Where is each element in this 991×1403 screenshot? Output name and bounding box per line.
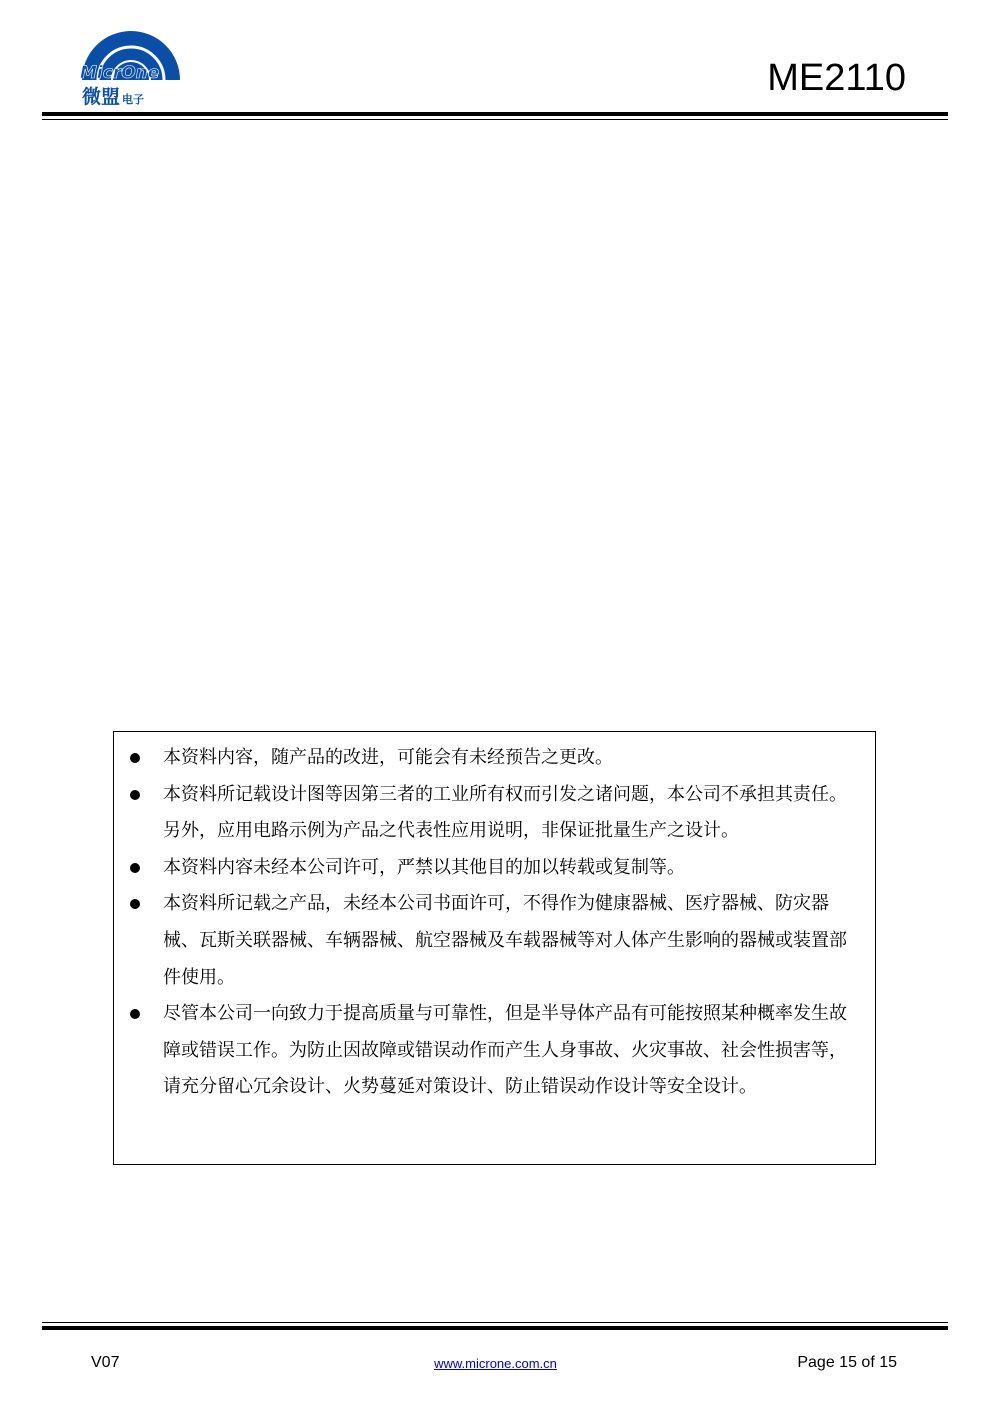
header-rule-thick	[42, 112, 948, 116]
bullet-icon	[130, 1009, 140, 1019]
footer-rule-thick	[42, 1326, 948, 1330]
disclaimer-text: 本资料内容未经本公司许可，严禁以其他目的加以转载或复制等。	[163, 856, 685, 878]
logo-chinese-name	[82, 82, 144, 109]
bullet-icon	[130, 863, 140, 873]
company-logo	[76, 22, 186, 110]
logo-cn-main: 微盟	[82, 86, 121, 108]
header-rule-thin	[42, 119, 948, 120]
disclaimer-item	[126, 996, 863, 1106]
disclaimer-item	[126, 850, 863, 887]
footer-page-number: Page 15 of 15	[797, 1354, 897, 1371]
disclaimer-text: 尽管本公司一向致力于提高质量与可靠性，但是半导体产品有可能按照某种概率发生故障或错误工作。为防止因故障或错误动作而产生人身事故、火灾事故、社会性损害等，请充分留心冗余设计、火势蔓延对策设计、防止错误动作设计等安全设计。	[163, 1003, 847, 1098]
disclaimer-text: 本资料内容，随产品的改进，可能会有未经预告之更改。	[163, 747, 613, 768]
bullet-icon	[130, 753, 140, 763]
footer-website-link[interactable]: www.microne.com.cn	[434, 1356, 557, 1371]
footer-rule-thin	[42, 1322, 948, 1323]
disclaimer-list	[126, 740, 863, 1106]
disclaimer-text: 本资料所记载设计图等因第三者的工业所有权而引发之诸问题，本公司不承担其责任。另外，应用电路示例为产品之代表性应用说明，非保证批量生产之设计。	[163, 783, 847, 842]
logo-wordmark: MicrOne	[80, 63, 160, 83]
logo-cn-sub: 电子	[122, 93, 145, 106]
disclaimer-item	[126, 886, 863, 996]
disclaimer-item	[126, 777, 863, 850]
disclaimer-text: 本资料所记载之产品，未经本公司书面许可，不得作为健康器械、医疗器械、防灾器械、瓦斯关联器械、车辆器械、航空器械及车载器械等对人体产生影响的器械或装置部件使用。	[163, 893, 847, 988]
document-title: ME2110	[767, 57, 906, 99]
bullet-icon	[130, 899, 140, 909]
disclaimer-box	[113, 731, 876, 1165]
bullet-icon	[130, 790, 140, 800]
disclaimer-item	[126, 740, 863, 777]
footer-version: V07	[91, 1354, 120, 1371]
